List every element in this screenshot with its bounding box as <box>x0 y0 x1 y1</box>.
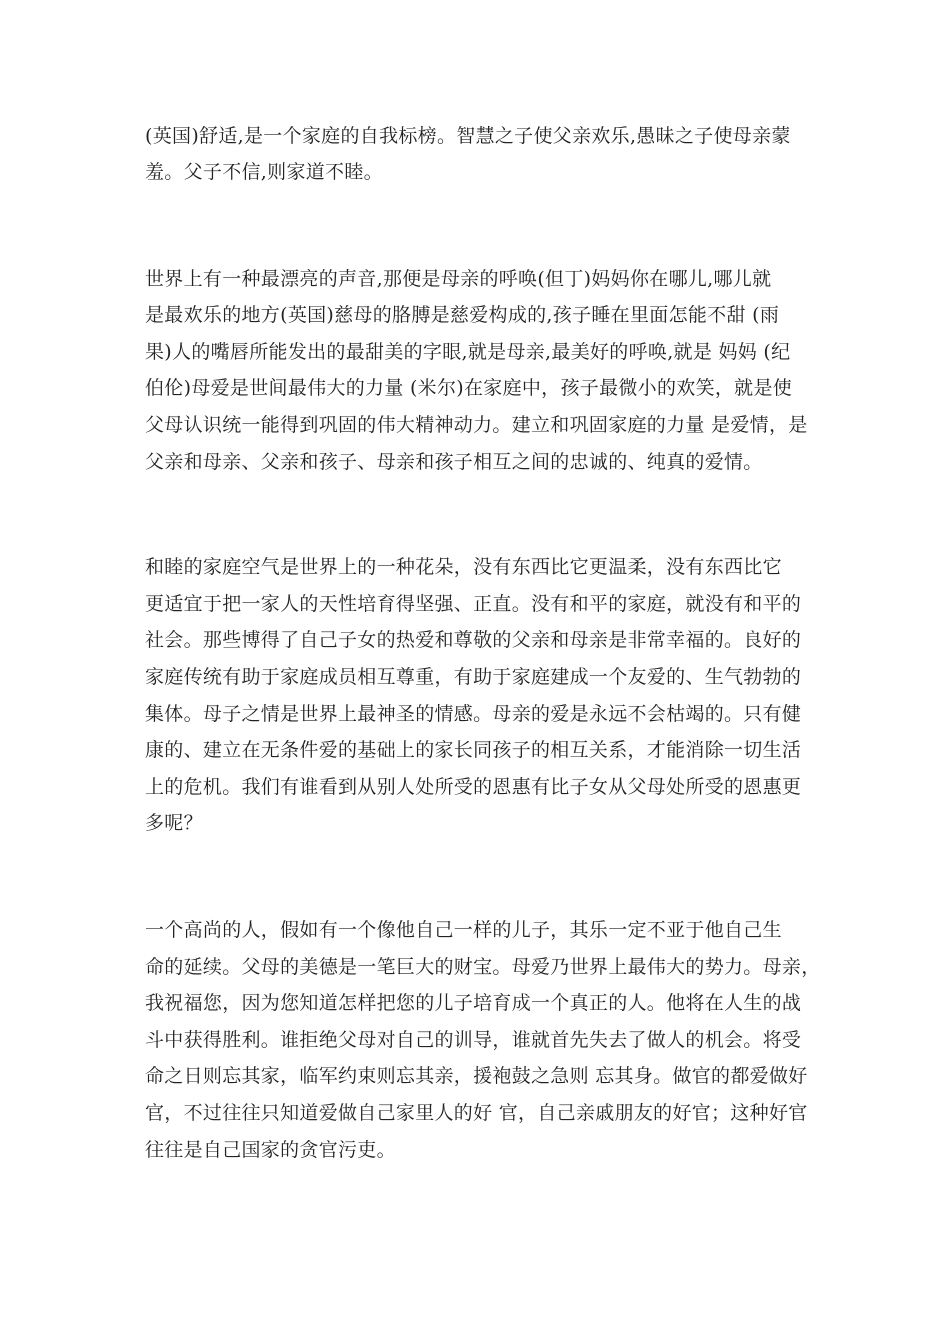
text-line: 和睦的家庭空气是世界上的一种花朵，没有东西比它更温柔，没有东西比它 <box>145 556 782 578</box>
text-line: 社会。那些博得了自己子女的热爱和尊敬的父亲和母亲是非常幸福的。良好的 <box>145 629 802 651</box>
text-line: 羞。父子不信,则家道不睦。 <box>145 161 383 183</box>
text-line: 更适宜于把一家人的天性培育得坚强、正直。没有和平的家庭，就没有和平的 <box>145 593 802 615</box>
text-line: 集体。母子之情是世界上最神圣的情感。母亲的爱是永远不会枯竭的。只有健 <box>145 703 802 725</box>
text-line: 是最欢乐的地方(英国)慈母的胳膊是慈爱构成的,孩子睡在里面怎能不甜 (雨 <box>145 304 780 326</box>
text-line: 父亲和母亲、父亲和孩子、母亲和孩子相互之间的忠诚的、纯真的爱情。 <box>145 451 763 473</box>
text-line: 伯伦)母爱是世间最伟大的力量 (米尔)在家庭中，孩子最微小的欢笑，就是使 <box>145 377 793 399</box>
text-line: 康的、建立在无条件爱的基础上的家长同孩子的相互关系，才能消除一切生活 <box>145 739 802 761</box>
text-line: 命的延续。父母的美德是一笔巨大的财宝。母爱乃世界上最伟大的势力。母亲， <box>145 956 821 978</box>
text-line: 父母认识统一能得到巩固的伟大精神动力。建立和巩固家庭的力量 是爱情，是 <box>145 414 808 436</box>
text-line: 家庭传统有助于家庭成员相互尊重，有助于家庭建成一个友爱的、生气勃勃的 <box>145 666 802 688</box>
text-line: 往往是自己国家的贪官污吏。 <box>145 1139 396 1161</box>
text-line: 世界上有一种最漂亮的声音,那便是母亲的呼唤(但丁)妈妈你在哪儿,哪儿就 <box>145 268 772 290</box>
text-line: (英国)舒适,是一个家庭的自我标榜。智慧之子使父亲欢乐,愚昧之子使母亲蒙 <box>145 125 791 147</box>
text-line: 上的危机。我们有谁看到从别人处所受的恩惠有比子女从父母处所受的恩惠更 <box>145 776 802 798</box>
text-line: 果)人的嘴唇所能发出的最甜美的字眼,就是母亲,最美好的呼唤,就是 妈妈 (纪 <box>145 341 791 363</box>
text-line: 斗中获得胜利。谁拒绝父母对自己的训导，谁就首先失去了做人的机会。将受 <box>145 1029 802 1051</box>
text-line: 多呢？ <box>145 812 203 834</box>
text-line: 命之日则忘其家，临军约束则忘其亲，援袍鼓之急则 忘其身。做官的都爱做好 <box>145 1065 808 1087</box>
text-line: 我祝福您，因为您知道怎样把您的儿子培育成一个真正的人。他将在人生的战 <box>145 992 802 1014</box>
text-line: 一个高尚的人，假如有一个像他自己一样的儿子，其乐一定不亚于他自己生 <box>145 919 782 941</box>
text-line: 官，不过往往只知道爱做自己家里人的好 官，自己亲戚朋友的好官；这种好官 <box>145 1102 808 1124</box>
